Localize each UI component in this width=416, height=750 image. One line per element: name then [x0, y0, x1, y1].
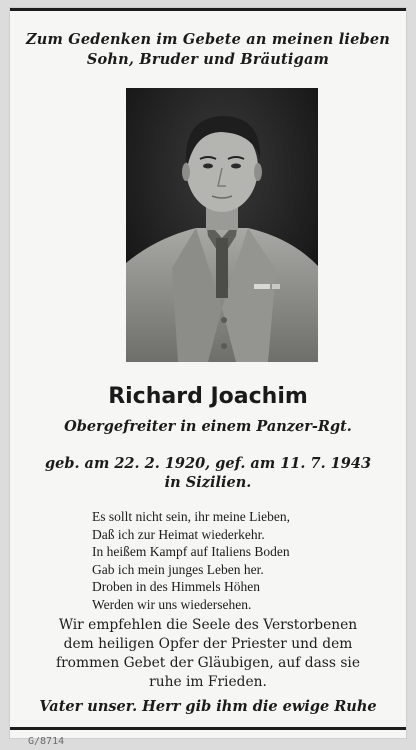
portrait-image: [126, 88, 318, 362]
poem-line: Es sollt nicht sein, ihr meine Lieben,: [92, 509, 290, 524]
prayer-line: Wir empfehlen die Seele des Verstorbenen: [58, 617, 358, 633]
military-rank: Obergefreiter in einem Panzer-Rgt.: [64, 418, 352, 435]
card-header: [10, 30, 406, 70]
memorial-poem: [92, 508, 290, 613]
poem-line: In heißem Kampf auf Italiens Boden: [92, 544, 290, 559]
prayer-line: ruhe im Frieden.: [149, 674, 267, 690]
prayer-line: dem heiligen Opfer der Priester und dem: [63, 636, 353, 652]
deceased-name: Richard Joachim: [108, 384, 308, 409]
life-dates: [10, 454, 406, 492]
poem-line: Gab ich mein junges Leben her.: [92, 561, 264, 577]
portrait-photo: [126, 88, 318, 362]
poem-line: Daß ich zur Heimat wiederkehr.: [92, 526, 265, 542]
poem-line: Droben in des Himmels Höhen: [92, 579, 260, 594]
memorial-card: [10, 8, 406, 738]
prayer-text: [10, 616, 406, 692]
header-line-1: Zum Gedenken im Gebete an meinen lieben: [25, 31, 391, 48]
top-border-rule: [10, 8, 406, 11]
closing-prayer: Vater unser. Herr gib ihm die ewige Ruhe: [39, 698, 377, 715]
death-place: in Sizilien.: [164, 474, 252, 491]
birth-death-dates: geb. am 22. 2. 1920, gef. am 11. 7. 1943: [44, 455, 372, 472]
prayer-line: frommen Gebet der Gläubigen, auf dass sie: [55, 655, 360, 671]
poem-line: Werden wir uns wiedersehen.: [92, 596, 252, 612]
print-code: G/8714: [28, 736, 65, 747]
bottom-border-rule: [10, 727, 406, 730]
header-line-2: Sohn, Bruder und Bräutigam: [86, 51, 330, 68]
